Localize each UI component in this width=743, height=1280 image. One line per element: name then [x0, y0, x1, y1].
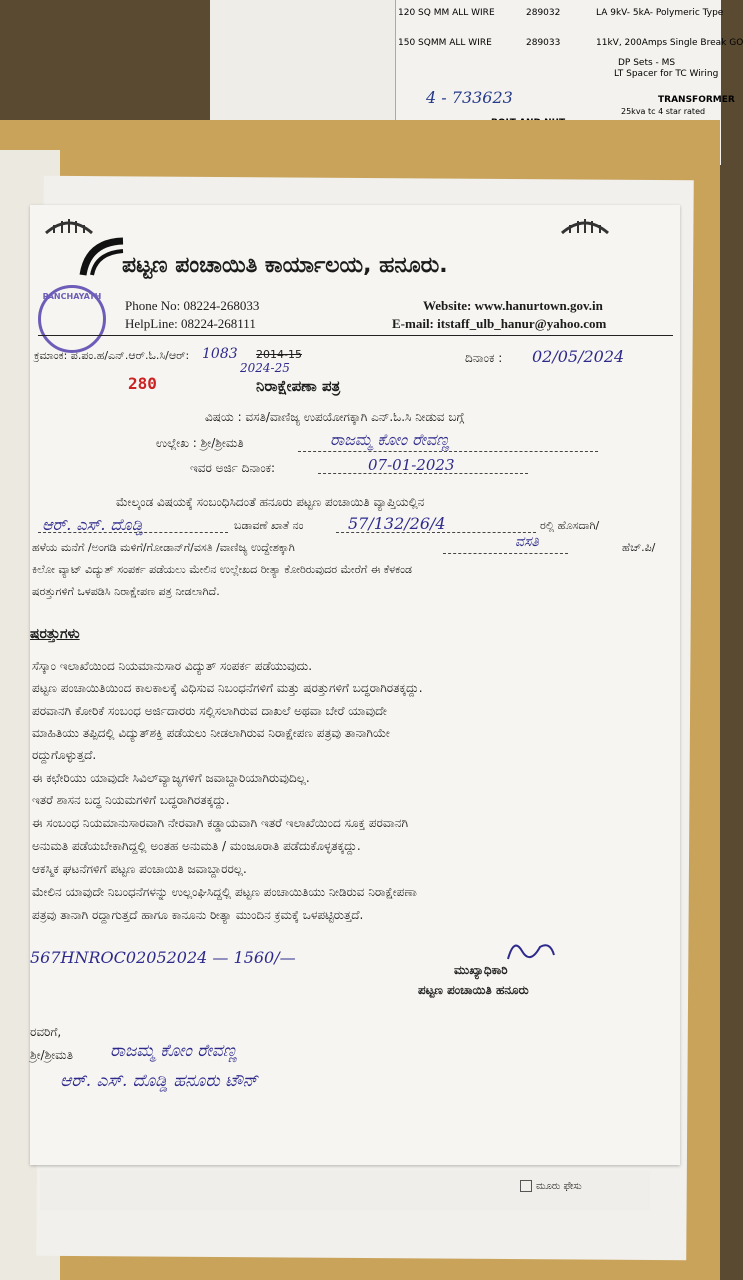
- footer-option: [520, 1180, 582, 1192]
- usage-underline: [443, 553, 568, 554]
- name-underline: [298, 451, 598, 452]
- application-date: 07-01-2023: [368, 456, 455, 474]
- area-name: ಆರ್. ಎಸ್. ದೊಡ್ಡಿ: [42, 515, 144, 534]
- signatory-office: ಪಟ್ಟಣ ಪಂಚಾಯಿತಿ ಹನೂರು: [418, 983, 529, 997]
- addressee-address: ಆರ್. ಎಸ್. ದೊಡ್ಡಿ ಹನೂರು ಟೌನ್: [60, 1071, 258, 1091]
- applicant-name: ರಾಜಮ್ಮ ಕೋಂ ರೇವಣ್ಣ: [330, 430, 450, 449]
- reference-label: ಉಲ್ಲೇಖ : ಶ್ರೀ/ಶ್ರೀಮತಿ: [156, 436, 244, 450]
- condition-2: ಪಟ್ಟಣ ಪಂಚಾಯಿತಿಯಿಂದ ಕಾಲಕಾಲಕ್ಕೆ ವಿಧಿಸುವ ನಿಬಂಧನೆಗಳಿಗೆ ಮತ್ತು ಷರತ್ತುಗಳಿಗೆ ಬದ್ಧರಾಗಿರತಕ್ಕದ್ದು.: [32, 681, 423, 695]
- condition-3b: ಮಾಹಿತಿಯು ತಪ್ಪಿದಲ್ಲಿ ವಿದ್ಯುತ್‌ಶಕ್ತಿ ಪಡೆಯಲು ನೀಡಲಾಗಿರುವ ನಿರಾಕ್ಷೇಪಣ ಪತ್ರವು ತಾನಾಗಿಯೇ: [32, 726, 390, 740]
- date-underline: [318, 473, 528, 474]
- condition-8b: ಪತ್ರವು ತಾನಾಗಿ ರದ್ದಾಗುತ್ತದೆ ಹಾಗೂ ಕಾನೂನು ರೀತ್ಯಾ ಮುಂದಿನ ಕ್ರಮಕ್ಕೆ ಒಳಪಟ್ಟಿರುತ್ತದೆ.: [32, 908, 364, 922]
- khata-underline: [336, 532, 536, 533]
- bg-extra-1: DP Sets - MS: [618, 58, 676, 68]
- condition-4: ಈ ಕಛೇರಿಯು ಯಾವುದೇ ಸಿವಿಲ್‌ವ್ಯಾಜ್ಯಗಳಿಗೆ ಜವಾಬ್ದಾರಿಯಾಗಿರುವುದಿಲ್ಲ.: [32, 771, 310, 785]
- signatory-title: ಮುಖ್ಯಾಧಿಕಾರಿ: [454, 963, 508, 977]
- footer-option-label: ಮೂರು ಫೇಸು: [536, 1181, 582, 1192]
- reference-prefix: ಕ್ರಮಾಂಕ: ಪ.ಪಂ.ಹ/ಎನ್.ಆರ್.ಓ.ಸಿ/ಆರ್:: [34, 349, 190, 362]
- date-label: ದಿನಾಂಕ :: [465, 351, 503, 365]
- khata-label: ಬಡಾವಣೆ ಖಾತೆ ನಂ: [234, 519, 304, 532]
- reference-number: 1083: [202, 346, 238, 362]
- website: Website: www.hanurtown.gov.in: [423, 298, 603, 313]
- letterhead-divider: [38, 335, 673, 336]
- paragraph-line-2b: ಹೆಚ್.ಪಿ/: [622, 541, 656, 554]
- helpline-number: HelpLine: 08224-268111: [125, 316, 256, 331]
- condition-6a: ಈ ಸಂಬಂಧ ನಿಯಮಾನುಸಾರವಾಗಿ ನೇರವಾಗಿ ಕಡ್ಡಾಯವಾಗಿ ಇತರೆ ಇಲಾಖೆಯಿಂದ ಸೂಕ್ತ ಪರವಾನಗಿ: [32, 816, 409, 830]
- bg-row-1-desc: LA 9kV- 5kA- Polymeric Type: [596, 8, 724, 18]
- condition-3c: ರದ್ದುಗೊಳ್ಳುತ್ತದೆ.: [32, 748, 97, 762]
- paragraph-line-1b: ರಲ್ಲಿ ಹೊಸದಾಗಿ/: [540, 519, 600, 532]
- bg-row-2-desc: 11kV, 200Amps Single Break GO: [596, 38, 743, 48]
- bg-row-1-item: 120 SQ MM ALL WIRE: [398, 8, 495, 18]
- paragraph-line-4: ಷರತ್ತುಗಳಿಗೆ ಒಳಪಡಿಸಿ ನಿರಾಕ್ಷೇಪಣ ಪತ್ರ ನೀಡಲಾಗಿದೆ.: [32, 585, 220, 598]
- phone-number: Phone No: 08224-268033: [125, 298, 260, 313]
- condition-5: ಇತರೆ ಶಾಸನ ಬದ್ಧ ನಿಯಮಗಳಿಗೆ ಬದ್ಧರಾಗಿರತಕ್ಕದ್ದು.: [32, 793, 230, 807]
- bg-extra-2: LT Spacer for TC Wiring: [614, 69, 719, 79]
- paragraph-line-1: ಮೇಲ್ಕಂಡ ವಿಷಯಕ್ಕೆ ಸಂಬಂಧಿಸಿದಂತೆ ಹನೂರು ಪಟ್ಟಣ ಪಂಚಾಯಿತಿ ವ್ಯಾಪ್ತಿಯಲ್ಲಿನ: [116, 495, 425, 509]
- paragraph-line-3: ಕಿಲೋ ವ್ಯಾಟ್ ವಿದ್ಯುತ್ ಸಂಪರ್ಕ ಪಡೆಯಲು ಮೇಲಿನ ಉಲ್ಲೇಖದ ರೀತ್ಯಾ ಕೋರಿರುವುದರ ಮೇರೆಗೆ ಈ ಕೆಳಕಂಡ: [32, 563, 412, 576]
- underlying-page-footer: [40, 1170, 650, 1210]
- bg-row-2-code: 289033: [526, 38, 561, 48]
- paragraph-line-2: ಹಳೆಯ ಮನೆಗೆ /ಅಂಗಡಿ ಮಳಿಗೆ/ಗೋಡಾನ್‌ಗೆ/ವಸತಿ /ವಾಣಿಜ್ಯ ಉದ್ದೇಶಕ್ಕಾಗಿ: [32, 541, 295, 554]
- email: E-mail: itstaff_ulb_hanur@yahoo.com: [392, 316, 607, 331]
- office-seal: [38, 285, 106, 353]
- emblem-icon: [44, 213, 94, 235]
- reference-year-struck: 2014-15: [256, 348, 302, 361]
- condition-7: ಆಕಸ್ಮಿಕ ಘಟನೆಗಳಿಗೆ ಪಟ್ಟಣ ಪಂಚಾಯಿತಿ ಜವಾಬ್ದಾರರಲ್ಲ.: [32, 862, 247, 876]
- noc-document: [30, 205, 680, 1165]
- bg-row-2-item: 150 SQMM ALL WIRE: [398, 38, 492, 48]
- condition-6b: ಅನುಮತಿ ಪಡೆಯಬೇಕಾಗಿದ್ದಲ್ಲಿ ಅಂತಹ ಅನುಮತಿ / ಮಂಜೂರಾತಿ ಪಡೆದುಕೊಳ್ಳತಕ್ಕದ್ದು.: [32, 839, 361, 853]
- addressee-prefix: ಶ್ರೀ/ಶ್ರೀಮತಿ: [30, 1048, 73, 1062]
- bg-transformer-header: TRANSFORMER: [658, 95, 735, 105]
- addressee-name: ರಾಜಮ್ಮ ಕೋಂ ರೇವಣ್ಣ: [110, 1041, 238, 1061]
- conditions-heading: ಷರತ್ತುಗಳು: [30, 626, 80, 642]
- application-date-label: ಇವರ ಅರ್ಜಿ ದಿನಾಂಕ:: [190, 461, 276, 475]
- condition-1: ಸೆಸ್ಕಾಂ ಇಲಾಖೆಯಿಂದ ನಿಯಮಾನುಸಾರ ವಿದ್ಯುತ್ ಸಂಪರ್ಕ ಪಡೆಯುವುದು.: [32, 659, 313, 673]
- usage-type: ವಸತಿ: [515, 534, 539, 550]
- signature-mark: [500, 933, 560, 965]
- subject-line: ವಿಷಯ : ವಸತಿ/ವಾಣಿಜ್ಯ ಉಪಯೋಗಕ್ಕಾಗಿ ಎನ್.ಓ.ಸಿ ನೀಡುವ ಬಗ್ಗೆ: [205, 410, 465, 424]
- reference-year: 2024-25: [240, 361, 290, 375]
- emblem-icon-right: [560, 213, 610, 235]
- bg-tr-row-1: 25kva tc 4 star rated: [621, 107, 706, 116]
- office-title: ಪಟ್ಟಣ ಪಂಚಾಯಿತಿ ಕಾರ್ಯಾಲಯ, ಹನೂರು.: [122, 253, 448, 278]
- date-value: 02/05/2024: [532, 347, 625, 366]
- document-title: ನಿರಾಕ್ಷೇಪಣಾ ಪತ್ರ: [256, 377, 341, 395]
- noc-reference-number: 567HNROC02052024 — 1560/—: [30, 948, 296, 967]
- bg-handwritten-number: 4 - 733623: [426, 88, 513, 107]
- bg-row-1-code: 289032: [526, 8, 561, 18]
- condition-3a: ಪರವಾನಗಿ ಕೋರಿಕೆ ಸಂಬಂಧ ಅರ್ಜಿದಾರರು ಸಲ್ಲಿಸಲಾಗಿರುವ ದಾಖಲೆ ಅಥವಾ ಬೇರೆ ಯಾವುದೇ: [32, 704, 387, 718]
- condition-8a: ಮೇಲಿನ ಯಾವುದೇ ನಿಬಂಧನೆಗಳನ್ನು ಉಲ್ಲಂಘಿಸಿದ್ದಲ್ಲಿ ಪಟ್ಟಣ ಪಂಚಾಯಿತಿಯು ನೀಡಿರುವ ನಿರಾಕ್ಷೇಪಣಾ: [32, 885, 417, 899]
- karnataka-logo-icon: [78, 237, 128, 277]
- khata-number: 57/132/26/4: [348, 514, 446, 533]
- checkbox-icon: [520, 1180, 532, 1192]
- stamp-number: 280: [128, 374, 157, 393]
- seal-text: PANCHAYATH: [42, 292, 102, 301]
- area-underline: [38, 532, 228, 533]
- addressee-label: ರವರಿಗೆ,: [30, 1025, 62, 1039]
